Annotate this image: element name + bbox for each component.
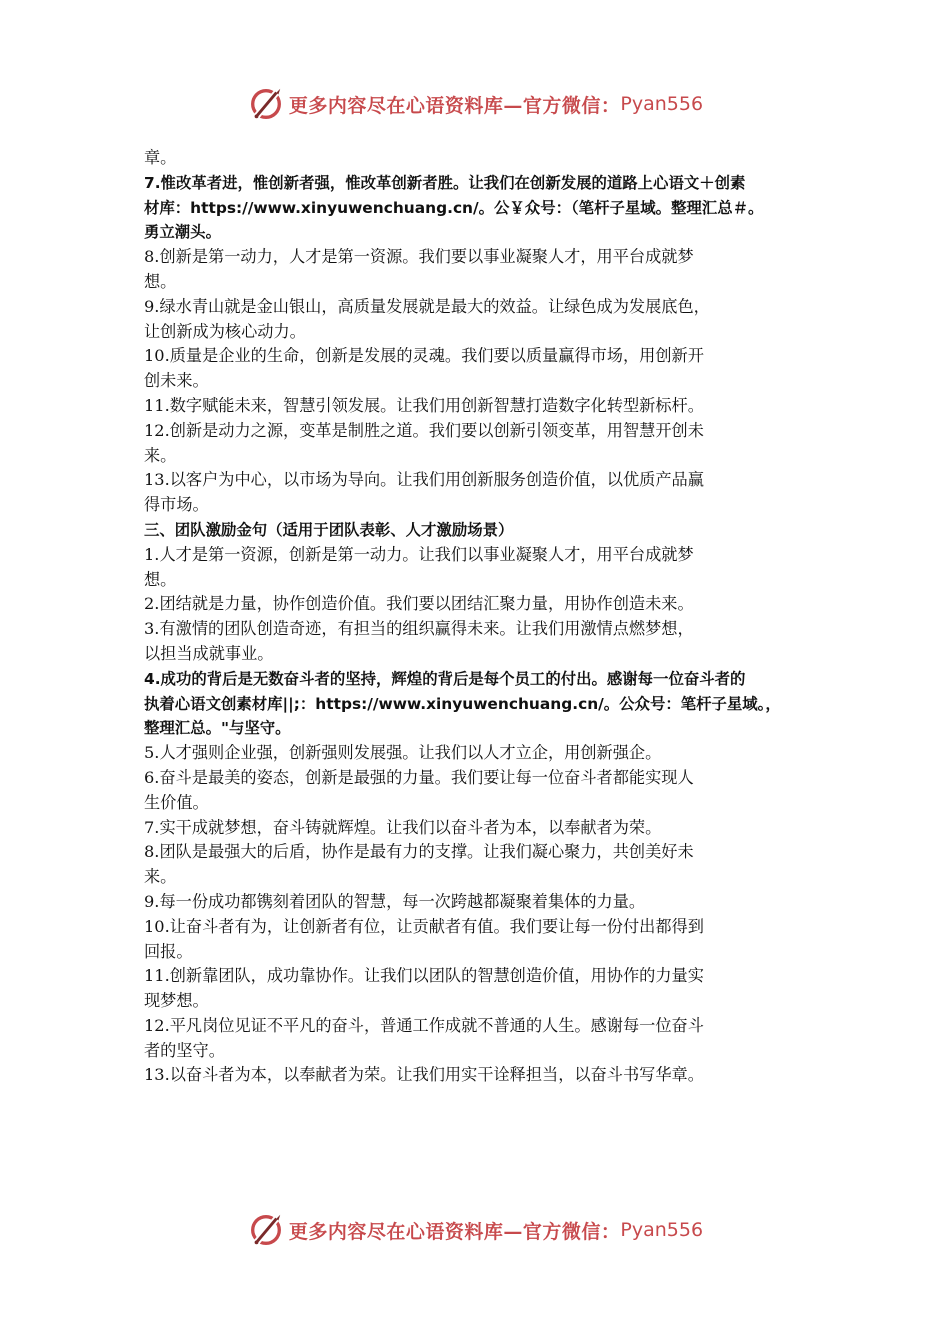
text-line: 创未来。 <box>144 371 209 391</box>
calligraphy-pen-seal-icon <box>247 1211 285 1249</box>
text-line: 12.创新是动力之源，变革是制胜之道。我们要以创新引领变革，用智慧开创未 <box>144 420 704 440</box>
text-line: 来。 <box>144 867 177 887</box>
text-line: 7.惟改革者进，惟创新者强，惟改革创新者胜。让我们在创新发展的道路上心语文＋创素 <box>144 173 746 192</box>
section-heading: 三、团队激励金句（适用于团队表彰、人才激励场景） <box>144 520 514 539</box>
text-line: 2.团结就是力量，协作创造价值。我们要以团结汇聚力量，用协作创造未来。 <box>144 594 694 614</box>
text-line: 来。 <box>144 445 177 465</box>
text-line: 12.平凡岗位见证不平凡的奋斗，普通工作成就不普通的人生。感谢每一位奋斗 <box>144 1015 704 1035</box>
text-line: 想。 <box>144 569 177 589</box>
text-line: 10.质量是企业的生命，创新是发展的灵魂。我们要以质量赢得市场，用创新开 <box>144 346 704 366</box>
text-line: 10.让奋斗者有为，让创新者有位，让贡献者有值。我们要让每一份付出都得到 <box>144 916 704 936</box>
text-line: 9.绿水青山就是金山银山，高质量发展就是最大的效益。让绿色成为发展底色， <box>144 296 710 316</box>
header-banner <box>0 82 950 126</box>
calligraphy-pen-seal-icon <box>247 85 285 123</box>
text-line: 6.奋斗是最美的姿态，创新是最强的力量。我们要让每一位奋斗者都能实现人 <box>144 767 694 787</box>
footer-banner <box>0 1208 950 1252</box>
text-line: 现梦想。 <box>144 991 209 1011</box>
text-line: 4.成功的背后是无数奋斗者的坚持，辉煌的背后是每个员工的付出。感谢每一位奋斗者的 <box>144 669 746 688</box>
text-line: 得市场。 <box>144 495 209 515</box>
text-line: 13.以奋斗者为本，以奉献者为荣。让我们用实干诠释担当，以奋斗书写华章。 <box>144 1065 704 1085</box>
text-line: 以担当成就事业。 <box>144 643 274 663</box>
document-body <box>144 146 812 1088</box>
text-line: 8.创新是第一动力，人才是第一资源。我们要以事业凝聚人才，用平台成就梦 <box>144 247 694 267</box>
text-line: 生价值。 <box>144 792 209 812</box>
text-line: 章。 <box>144 148 177 167</box>
text-line: 者的坚守。 <box>144 1040 225 1060</box>
footer-banner-text: 更多内容尽在心语资料库—官方微信： <box>288 1220 621 1243</box>
text-line: 想。 <box>144 271 177 291</box>
text-line: 11.数字赋能未来，智慧引领发展。让我们用创新智慧打造数字化转型新标杆。 <box>144 395 704 415</box>
header-wechat-handle: Pyan556 <box>620 93 704 115</box>
text-line: 13.以客户为中心，以市场为导向。让我们用创新服务创造价值，以优质产品赢 <box>144 470 704 490</box>
text-line: 11.创新靠团队，成功靠协作。让我们以团队的智慧创造价值，用协作的力量实 <box>144 966 704 986</box>
text-line: 回报。 <box>144 941 193 961</box>
text-line: 1.人才是第一资源，创新是第一动力。让我们以事业凝聚人才，用平台成就梦 <box>144 544 694 564</box>
text-line: 执着心语文创素材库||;：https://www.xinyuwenchuang.cn/。公众号：笔杆子星域。， <box>144 694 781 713</box>
text-line: 整理汇总。"与坚守。 <box>144 719 291 738</box>
text-line: 9.每一份成功都镌刻着团队的智慧，每一次跨越都凝聚着集体的力量。 <box>144 891 646 911</box>
header-banner-text: 更多内容尽在心语资料库—官方微信： <box>288 94 621 117</box>
text-line: 7.实干成就梦想，奋斗铸就辉煌。让我们以奋斗者为本，以奉献者为荣。 <box>144 817 662 837</box>
text-line: 8.团队是最强大的后盾，协作是最有力的支撑。让我们凝心聚力，共创美好未 <box>144 842 694 862</box>
text-line: 材库：https://www.xinyuwenchuang.cn/。公￥众号：（笔杆子星域。整理汇总＃。 <box>144 198 764 217</box>
text-line: 让创新成为核心动力。 <box>144 321 306 341</box>
text-line: 5.人才强则企业强，创新强则发展强。让我们以人才立企，用创新强企。 <box>144 743 662 763</box>
text-line: 勇立潮头。 <box>144 223 221 242</box>
footer-wechat-handle: Pyan556 <box>620 1219 704 1241</box>
text-line: 3.有激情的团队创造奇迹，有担当的组织赢得未来。让我们用激情点燃梦想， <box>144 619 694 639</box>
